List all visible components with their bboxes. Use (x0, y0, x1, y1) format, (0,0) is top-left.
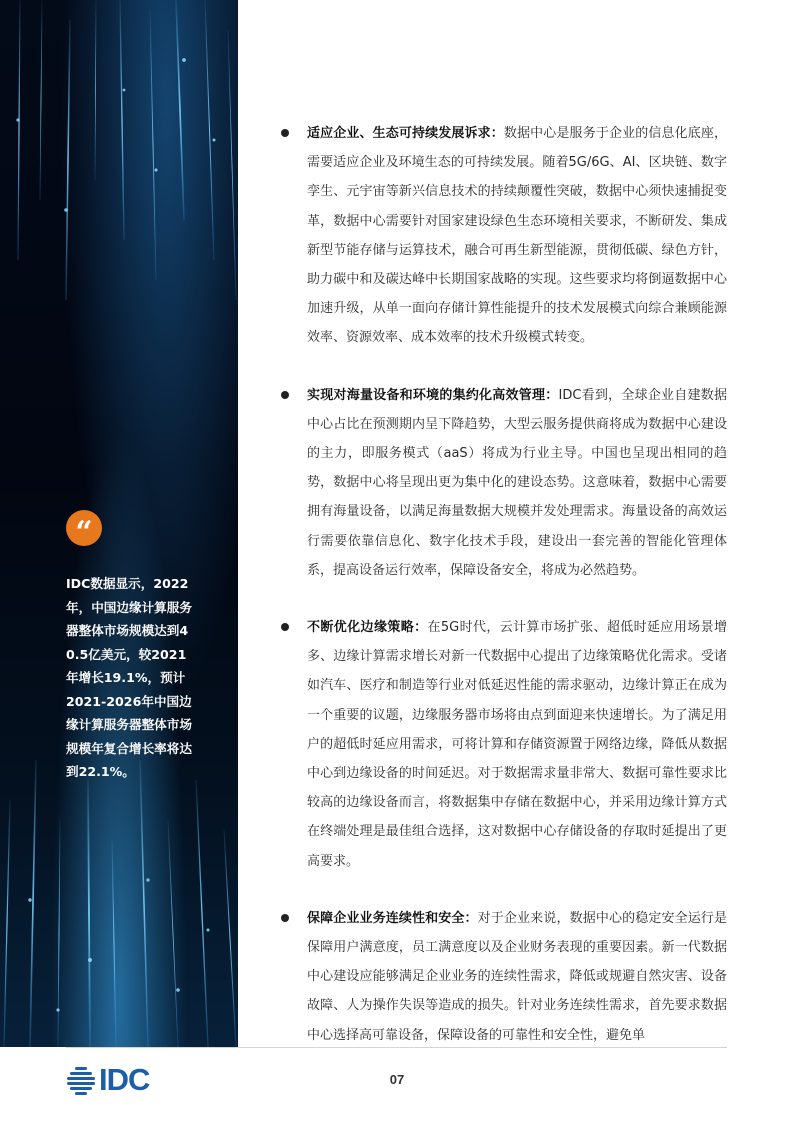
sidebar-panel (0, 0, 238, 1047)
bullet-text: 对于企业来说，数据中心的稳定安全运行是保障用户满意度，员工满意度以及企业财务表现的重要因素。新一代数据中心建设应能够满足企业业务的连续性需求，降低或规避自然灾害、设备故障、人为操作失误等造成的损失。针对业务连续性需求，首先要求数据中心选择高可靠设备，保障设备的可靠性和安全性，避免单 (307, 910, 727, 1043)
bullet-dot-icon (281, 391, 289, 399)
bullet-lead: 实现对海量设备和环境的集约化高效管理： (307, 387, 559, 403)
quote-icon: “ (66, 510, 102, 546)
bullet-item (280, 613, 727, 876)
bullet-lead: 不断优化边缘策略： (307, 620, 428, 636)
bullet-item (280, 904, 727, 1050)
logo-wordmark: IDC (99, 1062, 150, 1097)
pull-quote: IDC数据显示，2022年，中国边缘计算服务器整体市场规模达到40.5亿美元，较2021年增长19.1%，预计2021-2026年中国边缘计算服务器整体市场规模年复合增长率将达到22.1%。 (66, 576, 192, 779)
bullet-dot-icon (281, 129, 289, 137)
bullet-item (280, 119, 727, 353)
idc-logo (66, 1064, 149, 1096)
bullet-dot-icon (281, 914, 289, 922)
page-number: 07 (389, 1072, 405, 1087)
footer-divider (66, 1047, 727, 1048)
bullet-dot-icon (281, 623, 289, 631)
globe-icon (66, 1065, 96, 1095)
bullet-text: IDC看到，全球企业自建数据中心占比在预测期内呈下降趋势，大型云服务提供商将成为数据中心建设的主力，即服务模式（aaS）将成为行业主导。中国也呈现出相同的趋势，数据中心将呈现出更为集中化的建设态势。这意味着，数据中心需要拥有海量设备，以满足海量数据大规模并发处理需求。海量设备的高效运行需要依靠信息化、数字化技术手段，建设出一套完善的智能化管理体系，提高设备运行效率，保障设备安全，将成为必然趋势。 (307, 387, 727, 578)
bullet-lead: 保障企业业务连续性和安全： (307, 910, 478, 926)
bullet-item (280, 381, 727, 585)
data-streams-graphic (0, 0, 238, 1047)
main-content (280, 119, 727, 1078)
bullet-lead: 适应企业、生态可持续发展诉求： (307, 126, 504, 141)
bullet-text: 数据中心是服务于企业的信息化底座，需要适应企业及环境生态的可持续发展。随着5G/6G、AI、区块链、数字孪生、元宇宙等新兴信息技术的持续颠覆性突破，数据中心须快速捕捉变革，数据中心需要针对国家建设绿色生态环境相关要求，不断研发、集成新型节能存储与运算技术，融合可再生新型能源，贯彻低碳、绿色方针，助力碳中和及碳达峰中长期国家战略的实现。这些要求均将倒逼数据中心加速升级，从单一面向存储计算性能提升的技术发展模式向综合兼顾能源效率、资源效率、成本效率的技术升级模式转变。 (307, 126, 727, 346)
bullet-text: 在5G时代，云计算市场扩张、超低时延应用场景增多、边缘计算需求增长对新一代数据中心提出了边缘策略优化需求。受诸如汽车、医疗和制造等行业对低延迟性能的需求驱动，边缘计算正在成为一个重要的议题，边缘服务器市场将由点到面迎来快速增长。为了满足用户的超低时延应用需求，可将计算和存储资源置于网络边缘，降低从数据中心到边缘设备的时间延迟。对于数据需求量非常大、数据可靠性要求比较高的边缘设备而言，将数据集中存储在数据中心，并采用边缘计算方式在终端处理是最佳组合选择，这对数据中心存储设备的存取时延提出了更高要求。 (307, 620, 727, 869)
